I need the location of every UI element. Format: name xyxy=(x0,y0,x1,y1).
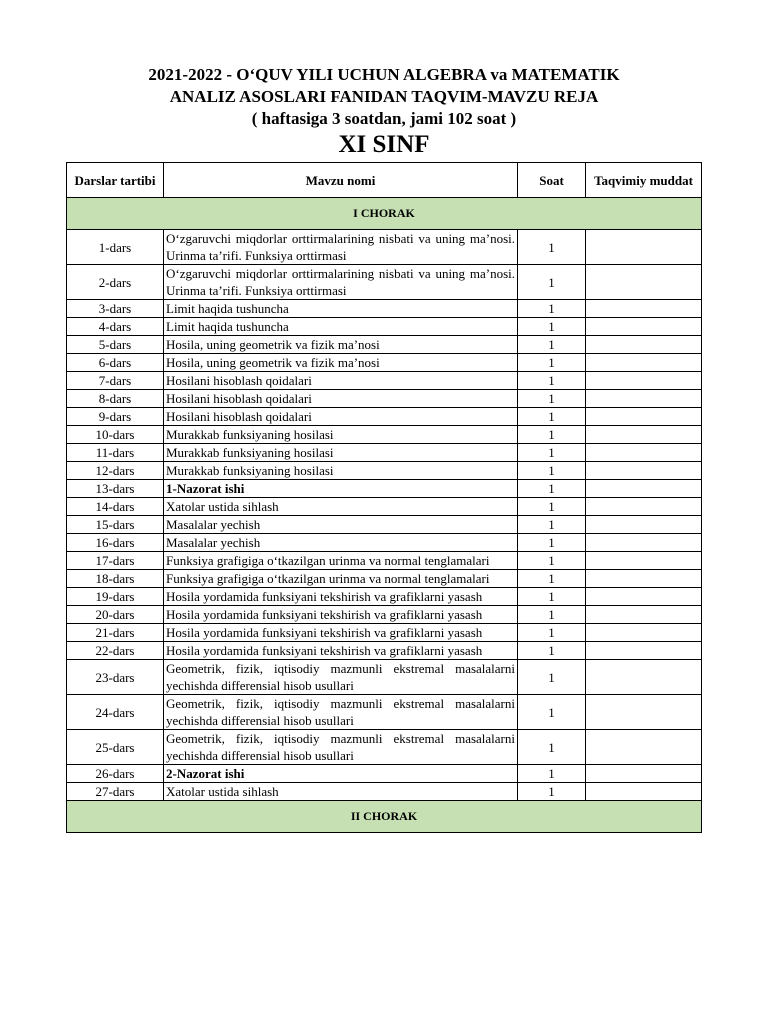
lesson-date-cell xyxy=(586,265,702,300)
table-row xyxy=(67,426,702,444)
column-header-hours: Soat xyxy=(518,163,586,198)
quarter-label: I CHORAK xyxy=(67,198,702,230)
lesson-topic-cell: Xatolar ustida sihlash xyxy=(164,498,518,516)
lesson-hours-cell: 1 xyxy=(518,783,586,801)
lesson-date-cell xyxy=(586,300,702,318)
lesson-number-cell: 21-dars xyxy=(67,624,164,642)
lesson-date-cell xyxy=(586,552,702,570)
lesson-topic-cell: Hosila yordamida funksiyani tekshirish va grafiklarni yasash xyxy=(164,606,518,624)
lesson-date-cell xyxy=(586,588,702,606)
lesson-number-cell: 13-dars xyxy=(67,480,164,498)
lesson-hours-cell: 1 xyxy=(518,624,586,642)
lesson-hours-cell: 1 xyxy=(518,765,586,783)
lesson-hours-cell: 1 xyxy=(518,570,586,588)
lesson-number-cell: 19-dars xyxy=(67,588,164,606)
lesson-number-cell: 10-dars xyxy=(67,426,164,444)
lesson-number-cell: 20-dars xyxy=(67,606,164,624)
lesson-number-cell: 11-dars xyxy=(67,444,164,462)
lesson-date-cell xyxy=(586,230,702,265)
lesson-topic-cell: Murakkab funksiyaning hosilasi xyxy=(164,444,518,462)
lesson-number-cell: 8-dars xyxy=(67,390,164,408)
table-row xyxy=(67,695,702,730)
lesson-hours-cell: 1 xyxy=(518,480,586,498)
column-header-topic: Mavzu nomi xyxy=(164,163,518,198)
lesson-number-cell: 14-dars xyxy=(67,498,164,516)
lesson-date-cell xyxy=(586,660,702,695)
lesson-topic-cell: Hosilani hisoblash qoidalari xyxy=(164,372,518,390)
lesson-date-cell xyxy=(586,624,702,642)
lesson-date-cell xyxy=(586,606,702,624)
table-header-row xyxy=(67,163,702,198)
lesson-hours-cell: 1 xyxy=(518,534,586,552)
table-row xyxy=(67,390,702,408)
document-header xyxy=(0,64,768,160)
table-row xyxy=(67,624,702,642)
lesson-topic-cell: Hosila, uning geometrik va fizik ma’nosi xyxy=(164,336,518,354)
table-body xyxy=(67,198,702,833)
lesson-date-cell xyxy=(586,570,702,588)
lesson-hours-cell: 1 xyxy=(518,516,586,534)
table-row xyxy=(67,230,702,265)
lesson-topic-cell: Funksiya grafigiga o‘tkazilgan urinma va normal tenglamalari xyxy=(164,570,518,588)
table-row xyxy=(67,265,702,300)
class-title: XI SINF xyxy=(338,131,430,158)
lesson-topic-cell: Masalalar yechish xyxy=(164,534,518,552)
lesson-topic-cell: Limit haqida tushuncha xyxy=(164,318,518,336)
lesson-topic-cell: Hosila yordamida funksiyani tekshirish va grafiklarni yasash xyxy=(164,642,518,660)
lesson-date-cell xyxy=(586,372,702,390)
table-row xyxy=(67,372,702,390)
lesson-topic-cell: Geometrik, fizik, iqtisodiy mazmunli ekstremal masalalarni yechishda differensial hisob usullari xyxy=(164,660,518,695)
lesson-number-cell: 23-dars xyxy=(67,660,164,695)
lesson-topic-cell: Masalalar yechish xyxy=(164,516,518,534)
lesson-topic-cell: Xatolar ustida sihlash xyxy=(164,783,518,801)
column-header-lesson-order: Darslar tartibi xyxy=(67,163,164,198)
header-line-3: ( haftasiga 3 soatdan, jami 102 soat ) xyxy=(251,109,517,128)
lesson-hours-cell: 1 xyxy=(518,372,586,390)
lesson-hours-cell: 1 xyxy=(518,660,586,695)
table-row xyxy=(67,642,702,660)
lesson-date-cell xyxy=(586,354,702,372)
lesson-topic-cell: Limit haqida tushuncha xyxy=(164,300,518,318)
lesson-date-cell xyxy=(586,498,702,516)
lesson-date-cell xyxy=(586,318,702,336)
lesson-topic-cell: Murakkab funksiyaning hosilasi xyxy=(164,462,518,480)
lesson-topic-cell: Murakkab funksiyaning hosilasi xyxy=(164,426,518,444)
lesson-hours-cell: 1 xyxy=(518,552,586,570)
table-row xyxy=(67,300,702,318)
lesson-date-cell xyxy=(586,336,702,354)
lesson-number-cell: 4-dars xyxy=(67,318,164,336)
lesson-date-cell xyxy=(586,730,702,765)
lesson-date-cell xyxy=(586,783,702,801)
lesson-number-cell: 22-dars xyxy=(67,642,164,660)
lesson-number-cell: 3-dars xyxy=(67,300,164,318)
lesson-topic-cell: Geometrik, fizik, iqtisodiy mazmunli ekstremal masalalarni yechishda differensial hisob usullari xyxy=(164,730,518,765)
lesson-topic-cell: Geometrik, fizik, iqtisodiy mazmunli ekstremal masalalarni yechishda differensial hisob usullari xyxy=(164,695,518,730)
table-row xyxy=(67,336,702,354)
lesson-date-cell xyxy=(586,462,702,480)
lesson-topic-cell: Funksiya grafigiga o‘tkazilgan urinma va normal tenglamalari xyxy=(164,552,518,570)
lesson-topic-cell: Hosila yordamida funksiyani tekshirish va grafiklarni yasash xyxy=(164,588,518,606)
lesson-date-cell xyxy=(586,426,702,444)
lesson-hours-cell: 1 xyxy=(518,426,586,444)
lesson-number-cell: 9-dars xyxy=(67,408,164,426)
table-row xyxy=(67,444,702,462)
table-row xyxy=(67,570,702,588)
table-row xyxy=(67,765,702,783)
lesson-hours-cell: 1 xyxy=(518,390,586,408)
lesson-hours-cell: 1 xyxy=(518,642,586,660)
lesson-number-cell: 15-dars xyxy=(67,516,164,534)
lesson-number-cell: 1-dars xyxy=(67,230,164,265)
lesson-date-cell xyxy=(586,444,702,462)
lesson-topic-cell: Hosila yordamida funksiyani tekshirish va grafiklarni yasash xyxy=(164,624,518,642)
lesson-number-cell: 24-dars xyxy=(67,695,164,730)
header-line-2: ANALIZ ASOSLARI FANIDAN TAQVIM-MAVZU REJA xyxy=(169,87,599,106)
table-row xyxy=(67,408,702,426)
lesson-topic-cell: O‘zgaruvchi miqdorlar orttirmalarining nisbati va uning ma’nosi. Urinma ta’rifi. Funksiya orttirmasi xyxy=(164,265,518,300)
lesson-date-cell xyxy=(586,695,702,730)
lesson-hours-cell: 1 xyxy=(518,444,586,462)
lesson-number-cell: 7-dars xyxy=(67,372,164,390)
lesson-date-cell xyxy=(586,408,702,426)
column-header-schedule: Taqvimiy muddat xyxy=(586,163,702,198)
header-line-1: 2021-2022 - O‘QUV YILI UCHUN ALGEBRA va MATEMATIK xyxy=(148,65,620,84)
table-row xyxy=(67,588,702,606)
lesson-date-cell xyxy=(586,534,702,552)
table-row xyxy=(67,462,702,480)
quarter-row-1 xyxy=(67,198,702,230)
lesson-hours-cell: 1 xyxy=(518,318,586,336)
lesson-topic-cell: Hosila, uning geometrik va fizik ma’nosi xyxy=(164,354,518,372)
lesson-hours-cell: 1 xyxy=(518,695,586,730)
lesson-date-cell xyxy=(586,765,702,783)
lesson-date-cell xyxy=(586,390,702,408)
table-row xyxy=(67,660,702,695)
lesson-number-cell: 18-dars xyxy=(67,570,164,588)
lesson-hours-cell: 1 xyxy=(518,336,586,354)
lesson-hours-cell: 1 xyxy=(518,498,586,516)
table-row xyxy=(67,354,702,372)
lesson-hours-cell: 1 xyxy=(518,230,586,265)
lesson-topic-cell: O‘zgaruvchi miqdorlar orttirmalarining nisbati va uning ma’nosi. Urinma ta’rifi. Funksiya orttirmasi xyxy=(164,230,518,265)
table-row xyxy=(67,730,702,765)
lesson-hours-cell: 1 xyxy=(518,588,586,606)
lesson-number-cell: 12-dars xyxy=(67,462,164,480)
lesson-plan-table xyxy=(66,162,702,833)
lesson-number-cell: 6-dars xyxy=(67,354,164,372)
lesson-topic-cell: Hosilani hisoblash qoidalari xyxy=(164,390,518,408)
lesson-topic-cell: Hosilani hisoblash qoidalari xyxy=(164,408,518,426)
lesson-date-cell xyxy=(586,516,702,534)
lesson-date-cell xyxy=(586,642,702,660)
table-row xyxy=(67,318,702,336)
lesson-hours-cell: 1 xyxy=(518,265,586,300)
quarter-row-2 xyxy=(67,801,702,833)
lesson-number-cell: 2-dars xyxy=(67,265,164,300)
lesson-topic-cell: 2-Nazorat ishi xyxy=(164,765,518,783)
lesson-hours-cell: 1 xyxy=(518,300,586,318)
lesson-number-cell: 27-dars xyxy=(67,783,164,801)
lesson-number-cell: 5-dars xyxy=(67,336,164,354)
table-row xyxy=(67,516,702,534)
lesson-hours-cell: 1 xyxy=(518,730,586,765)
lesson-number-cell: 25-dars xyxy=(67,730,164,765)
table-row xyxy=(67,783,702,801)
lesson-hours-cell: 1 xyxy=(518,462,586,480)
lesson-number-cell: 26-dars xyxy=(67,765,164,783)
table-row xyxy=(67,498,702,516)
table-row xyxy=(67,480,702,498)
table-row xyxy=(67,606,702,624)
quarter-label: II CHORAK xyxy=(67,801,702,833)
lesson-number-cell: 17-dars xyxy=(67,552,164,570)
table-row xyxy=(67,534,702,552)
lesson-hours-cell: 1 xyxy=(518,606,586,624)
lesson-hours-cell: 1 xyxy=(518,354,586,372)
lesson-date-cell xyxy=(586,480,702,498)
lesson-topic-cell: 1-Nazorat ishi xyxy=(164,480,518,498)
lesson-hours-cell: 1 xyxy=(518,408,586,426)
lesson-number-cell: 16-dars xyxy=(67,534,164,552)
table-row xyxy=(67,552,702,570)
